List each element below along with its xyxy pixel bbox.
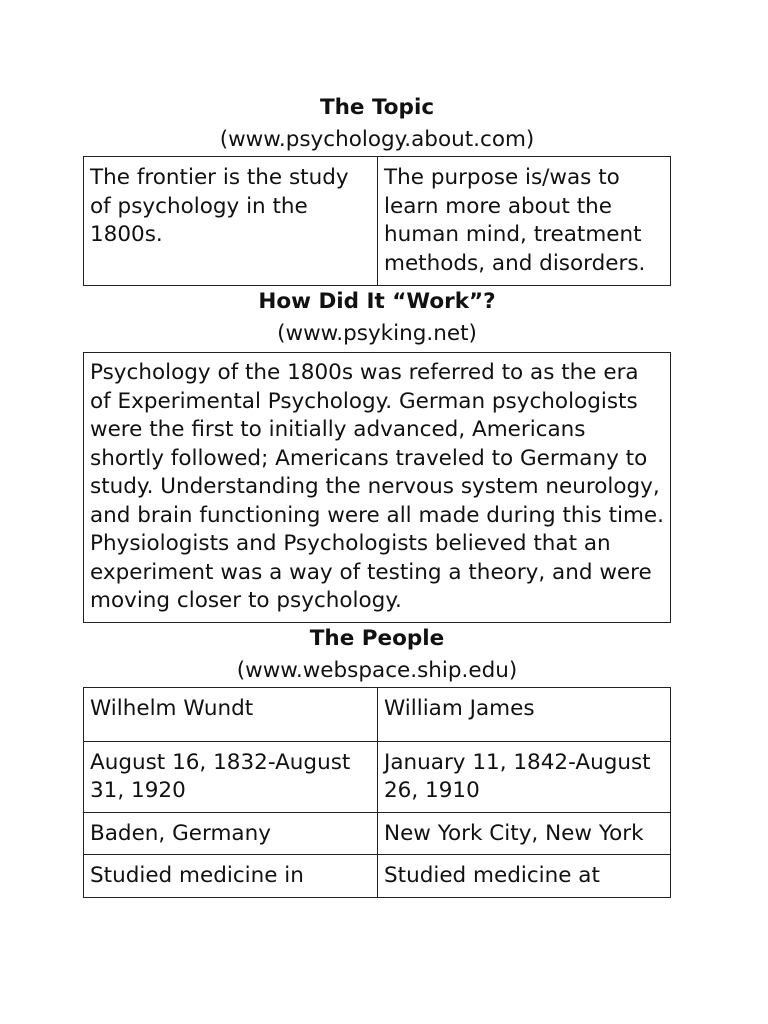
people-cell-wundt-birthplace: Baden, Germany xyxy=(84,812,378,855)
people-cell-wundt-dates: August 16, 1832-August 31, 1920 xyxy=(84,741,378,812)
table-row xyxy=(84,157,671,286)
topic-heading: The Topic xyxy=(319,95,435,120)
people-heading: The People xyxy=(309,625,445,651)
table-row xyxy=(84,812,671,855)
people-cell-james-dates: January 11, 1842-August 26, 1910 xyxy=(378,741,671,812)
table-row xyxy=(84,741,671,812)
people-cell-james-education: Studied medicine at xyxy=(378,855,671,898)
how-body-box: Psychology of the 1800s was referred to as the era of Experimental Psychology. German psychologists were the first to initially advanced, Americans shortly followed; Americans traveled to Germany to study. Understanding the nervous system neurology, and brain functioning were all made during this time. Physiologists and Psychologists believed that an experiment was a way of testing a theory, and were moving closer to psychology. xyxy=(83,352,671,623)
people-cell-wundt-name: Wilhelm Wundt xyxy=(84,687,378,741)
topic-table xyxy=(83,156,671,286)
topic-purpose-cell: The purpose is/was to learn more about the human mind, treatment methods, and disorders. xyxy=(378,157,671,286)
table-row xyxy=(84,687,671,741)
people-cell-james-name: William James xyxy=(378,687,671,741)
people-cell-wundt-education: Studied medicine in xyxy=(84,855,378,898)
people-source: (www.webspace.ship.edu) xyxy=(236,657,518,683)
how-heading: How Did It “Work”? xyxy=(258,289,496,314)
how-source: (www.psyking.net) xyxy=(277,321,477,346)
table-row xyxy=(84,855,671,898)
people-table xyxy=(83,687,671,898)
people-cell-james-birthplace: New York City, New York xyxy=(378,812,671,855)
topic-source: (www.psychology.about.com) xyxy=(219,127,535,152)
topic-frontier-cell: The frontier is the study of psychology in the 1800s. xyxy=(84,157,378,286)
document-page xyxy=(83,92,671,898)
